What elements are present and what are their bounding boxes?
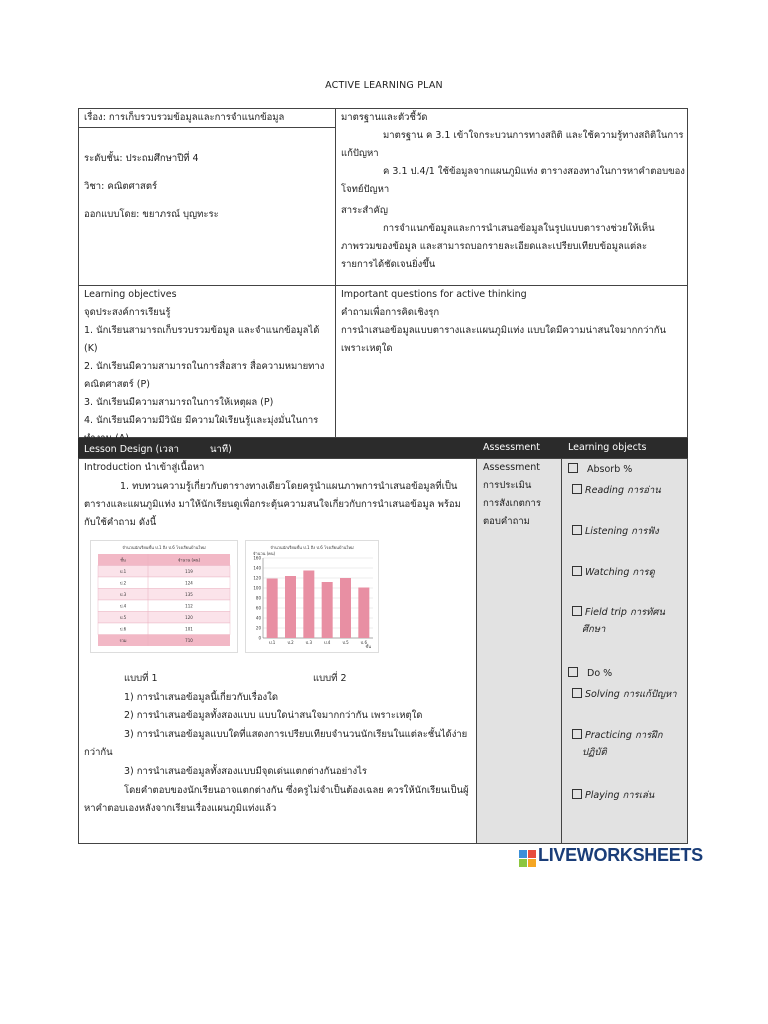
field-trip-item[interactable]: [572, 604, 665, 638]
chart-y-tick: 60: [255, 605, 261, 611]
learning-objectives: [84, 286, 334, 448]
assessment-line: การประเมิน: [483, 480, 532, 492]
chart-bar: [267, 579, 278, 639]
chart-x-tick: ป.2: [287, 640, 294, 645]
objectives-subheading: จุดประสงค์การเรียนรู้: [84, 307, 171, 319]
figure-table-cell: 112: [185, 603, 193, 609]
chart-bar: [285, 576, 296, 638]
solving-label: Solving การแก้ปัญหา: [585, 689, 677, 700]
watching-checkbox[interactable]: [572, 566, 582, 576]
figure-table-cell: 124: [185, 580, 193, 586]
discussion-question: 3) การนำเสนอข้อมูลแบบใดที่แสดงการเปรียบเทียบจำนวนนักเรียนในแต่ละชั้นได้ง่าย: [124, 729, 468, 741]
assessment-header: Assessment: [483, 442, 540, 453]
do-label: Do %: [587, 668, 613, 679]
solving-checkbox[interactable]: [572, 688, 582, 698]
figure-table-cell: 135: [185, 592, 193, 597]
assessment-divider-left: [476, 458, 477, 844]
chart-ylabel: จำนวน (คน): [253, 551, 276, 556]
topic-underline: [78, 127, 335, 128]
chart-bar: [322, 582, 333, 638]
figure-table-cell: 119: [185, 569, 193, 574]
figure-table-row: [98, 566, 230, 578]
figure-table-row: [98, 600, 230, 612]
figure-table-header: ชั้น: [120, 557, 126, 563]
objective-line: 1. นักเรียนสามารถเก็บรวบรวมข้อมูล และจำแนกข้อมูลได้ (K): [84, 325, 320, 355]
lesson-design-minutes: นาที): [210, 444, 232, 455]
objectives-heading: Learning objectives: [84, 289, 177, 300]
questions-heading: Important questions for active thinking: [341, 289, 527, 300]
questions-subheading: คำถามเพื่อการคิดเชิงรุก: [341, 307, 440, 319]
chart-y-tick: 20: [255, 625, 261, 631]
chart-y-tick: 120: [253, 575, 261, 581]
liveworksheets-logo-text: LIVEWORKSHEETS: [538, 845, 703, 865]
figure-table-cell: ป.2: [119, 580, 127, 586]
objective-line: 4. นักเรียนมีความมีวินัย มีความใฝ่เรียนรู้และมุ่งมั่นในการ: [84, 415, 319, 427]
assessment-column: [483, 459, 559, 531]
listening-label: Listening การฟัง: [585, 526, 659, 537]
practicing-label: Practicing การฝึก: [585, 730, 663, 741]
figure-table-cell: 120: [185, 615, 193, 620]
essence-line: รายการได้ชัดเจนยิ่งขึ้น: [341, 259, 436, 271]
student-bar-chart: [245, 540, 379, 653]
chart-y-tick: 100: [253, 585, 261, 591]
intro-heading: Introduction นำเข้าสู่เนื้อหา: [84, 462, 205, 473]
student-table-figure: [90, 540, 238, 653]
subject: วิชา: คณิตศาสตร์: [84, 181, 158, 192]
objective-line: 2. นักเรียนมีความสามารถในการสื่อสาร สื่อความหมายทาง: [84, 361, 325, 373]
liveworksheets-logo-icon: [519, 846, 537, 868]
listening-checkbox[interactable]: [572, 525, 582, 535]
field-trip-checkbox[interactable]: [572, 606, 582, 616]
assessment-heading: Assessment: [483, 462, 540, 473]
figure-table-cell: 101: [185, 626, 193, 632]
listening-item[interactable]: [572, 523, 659, 540]
standards-heading: มาตรฐานและตัวชี้วัด: [341, 112, 428, 123]
chart-y-tick: 40: [255, 615, 261, 621]
figure-table-cell: ป.5: [119, 615, 127, 620]
chart-bar: [340, 578, 351, 638]
learning-objects-header: Learning objects: [568, 442, 647, 453]
chart-x-tick: ป.4: [323, 640, 331, 645]
standards-block: [341, 109, 686, 274]
watching-item[interactable]: [572, 564, 655, 581]
figure-table-cell: ป.1: [119, 569, 127, 574]
discussion-question: กว่ากัน: [84, 747, 113, 759]
figure-table-title: จำนวนนักเรียนชั้น ป.1 ถึง ป.6 โรงเรียนบ้านใหม่: [122, 545, 206, 550]
question-line: การนำเสนอข้อมูลแบบตารางและแผนภูมิแท่ง แบบใดมีความน่าสนใจมากกว่ากัน: [341, 325, 666, 337]
intro-line: กับใช้คำถาม ดังนี้: [84, 517, 157, 529]
figure-table-total-label: รวม: [119, 638, 127, 643]
standard-line: ค 3.1 ป.4/1 ใช้ข้อมูลจากแผนภูมิแท่ง ตารางสองทางในการหาคำตอบของ: [383, 166, 685, 178]
chart-title: จำนวนนักเรียนชั้น ป.1 ถึง ป.6 โรงเรียนบ้านใหม่: [270, 545, 354, 550]
intro-line: ตารางและแผนภูมิแท่ง มาให้นักเรียนดูเพื่อกระตุ้นความสนใจเกี่ยวกับการนำเสนอข้อมูล พร้อม: [84, 499, 461, 511]
chart-x-tick: ป.1: [268, 640, 276, 645]
discussion-questions: [84, 689, 474, 818]
objective-line: คณิตศาสตร์ (P): [84, 379, 150, 391]
figure-table-row: [98, 577, 230, 589]
chart-x-tick: ป.3: [305, 640, 313, 645]
solving-item[interactable]: [572, 686, 677, 703]
closing-line: หาคำตอบเองหลังจากเรียนเรื่องแผนภูมิแท่งแล้ว: [84, 803, 277, 815]
figure-table-cell: ป.3: [119, 592, 127, 597]
figure-table-total-row: [98, 635, 230, 647]
header-divider: [335, 108, 336, 438]
watching-label: Watching การดู: [585, 567, 655, 578]
practicing-checkbox[interactable]: [572, 729, 582, 739]
figure-table-row: [98, 612, 230, 624]
chart-y-tick: 160: [253, 555, 261, 561]
grade-level: ระดับชั้น: ประถมศึกษาปีที่ 4: [84, 153, 199, 164]
type-1-label: แบบที่ 1: [124, 673, 158, 684]
standard-line: มาตรฐาน ค 3.1 เข้าใจกระบวนการทางสถิติ และใช้ความรู้ทางสถิติในการ: [383, 130, 684, 142]
assessment-line: การสังเกตการ: [483, 498, 541, 510]
designer: ออกแบบโดย: ขยาภรณ์ บุญทะระ: [84, 209, 219, 220]
figure-table-header: จำนวน (คน): [177, 557, 201, 563]
figure-table-header-row: [98, 554, 230, 566]
field-trip-label: Field trip การทัศน: [585, 607, 665, 618]
introduction-block: [84, 459, 474, 532]
standard-line: แก้ปัญหา: [341, 148, 379, 160]
figure-table-total-value: 710: [185, 638, 193, 643]
essence-line: ภาพรวมของข้อมูล และสามารถบอกรายละเอียดและเปรียบเทียบข้อมูลแต่ละ: [341, 241, 648, 253]
discussion-question: 3) การนำเสนอข้อมูลทั้งสองแบบมีจุดเด่นแตกต่างกันอย่างไร: [124, 766, 368, 778]
chart-x-tick: ป.6: [360, 640, 368, 645]
closing-line: โดยคำตอบของนักเรียนอาจแตกต่างกัน ซึ่งครูไม่จำเป็นต้องเฉลย ควรให้นักเรียนเป็นผู้: [124, 785, 469, 797]
practicing-item[interactable]: [572, 727, 662, 761]
assessment-divider-right: [561, 458, 562, 844]
learning-objects-column-bg: [562, 459, 687, 843]
objective-line: 3. นักเรียนมีความสามารถในการให้เหตุผล (P): [84, 397, 274, 409]
practicing-label-2: ปฏิบัติ: [582, 747, 607, 759]
lesson-design-label: Lesson Design (เวลา: [84, 444, 179, 455]
field-trip-label-2: ศึกษา: [582, 624, 606, 636]
reading-label: Reading การอ่าน: [585, 485, 661, 496]
standard-line: โจทย์ปัญหา: [341, 184, 390, 196]
figure-table-row: [98, 589, 230, 601]
chart-x-tick: ป.5: [342, 640, 349, 645]
question-line: เพราะเหตุใด: [341, 343, 393, 355]
essence-line: การจำแนกข้อมูลและการนำเสนอข้อมูลในรูปแบบตารางช่วยให้เห็น: [383, 223, 655, 235]
chart-y-tick: 80: [255, 595, 261, 601]
do-checkbox[interactable]: [568, 667, 578, 677]
type-2-label: แบบที่ 2: [313, 673, 347, 684]
chart-xlabel: ชั้น: [365, 644, 371, 649]
figure-table-cell: ป.6: [119, 626, 127, 632]
chart-y-tick: 140: [253, 565, 261, 571]
chart-y-tick: 0: [258, 635, 261, 641]
lesson-header-bar: [78, 438, 688, 458]
topic: เรื่อง: การเก็บรวบรวมข้อมูลและการจำแนกข้อมูล: [84, 112, 285, 123]
discussion-question: 1) การนำเสนอข้อมูลนี้เกี่ยวกับเรื่องใด: [124, 692, 278, 703]
reading-checkbox[interactable]: [572, 484, 582, 494]
figure-table-cell: ป.4: [119, 603, 127, 609]
absorb-label: Absorb %: [587, 464, 633, 475]
absorb-item[interactable]: [568, 461, 632, 478]
discussion-question: 2) การนำเสนอข้อมูลทั้งสองแบบ แบบใดน่าสนใจมากกว่ากัน เพราะเหตุใด: [124, 710, 423, 722]
chart-bar: [303, 571, 314, 639]
figure-table-row: [98, 623, 230, 635]
essence-heading: สาระสำคัญ: [341, 205, 388, 217]
document-title: ACTIVE LEARNING PLAN: [325, 80, 443, 91]
chart-bar: [358, 588, 369, 639]
assessment-line: ตอบคำถาม: [483, 516, 530, 528]
absorb-checkbox[interactable]: [568, 463, 578, 473]
playing-label: Playing การเล่น: [585, 790, 655, 801]
important-questions: [341, 286, 686, 358]
intro-line: 1. ทบทวนความรู้เกี่ยวกับตารางทางเดียวโดยครูนำแผนภาพการนำเสนอข้อมูลที่เป็น: [120, 481, 458, 493]
playing-checkbox[interactable]: [572, 789, 582, 799]
playing-item[interactable]: [572, 787, 654, 804]
reading-item[interactable]: [572, 482, 661, 499]
do-item[interactable]: [568, 665, 612, 682]
